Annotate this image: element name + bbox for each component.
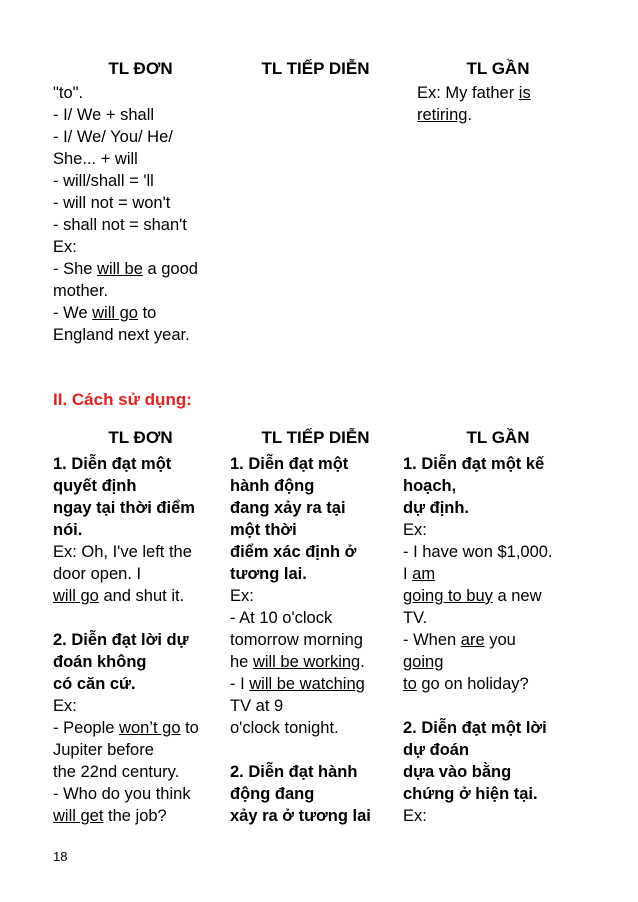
text-segment: - I: [230, 675, 250, 693]
text-segment: .: [360, 653, 365, 671]
text-segment: and shut it.: [98, 587, 185, 605]
underlined-text: going: [403, 653, 444, 671]
text-segment: đang xảy ra tại: [230, 499, 346, 517]
text-segment: động đang: [230, 785, 315, 803]
text-segment: Ex:: [53, 697, 77, 715]
text-segment: She... + will: [53, 150, 138, 168]
text-segment: xảy ra ở tương lai: [230, 807, 371, 825]
table2-future-continuous-line: [230, 695, 371, 717]
table2-simple-future-line: [53, 585, 199, 607]
table2-future-continuous-line: [230, 783, 371, 805]
underlined-text: are: [460, 631, 485, 649]
section-title: II. Cách sử dụng:: [53, 390, 192, 409]
table2-future-continuous-line: [230, 585, 371, 607]
text-segment: Ex: My father: [417, 84, 519, 102]
underlined-text: to: [403, 675, 417, 693]
table2-near-future-line: [403, 541, 553, 563]
text-segment: the job?: [103, 807, 167, 825]
text-segment: door open. I: [53, 565, 142, 583]
text-segment: a good: [142, 260, 198, 278]
text-segment: dựa vào bằng: [403, 763, 512, 781]
table2-near-future-line: [403, 519, 553, 541]
text-segment: 1. Diễn đạt một kế: [403, 455, 545, 473]
table1-header-near-future: TL GẦN: [466, 59, 530, 78]
table2-simple-future-line: [53, 541, 199, 563]
underlined-text: will go: [92, 304, 138, 322]
text-segment: - will/shall = 'll: [53, 172, 154, 190]
table2-simple-future-line: [53, 607, 199, 629]
text-segment: TV at 9: [230, 697, 284, 715]
table2-simple-future-line: [53, 783, 199, 805]
table2-near-future-line: [403, 717, 553, 739]
table2-future-continuous-line: [230, 541, 371, 563]
page-number: 18: [53, 849, 68, 864]
text-segment: tương lai.: [230, 565, 307, 583]
text-segment: "to".: [53, 84, 84, 102]
text-segment: hoạch,: [403, 477, 457, 495]
text-segment: the 22nd century.: [53, 763, 180, 781]
underlined-text: going to buy: [403, 587, 493, 605]
underlined-text: is: [518, 84, 531, 102]
table1-simple-future-line: [53, 324, 198, 346]
table2-simple-future-line: [53, 453, 199, 475]
text-segment: TV.: [403, 609, 428, 627]
text-segment: 1. Diễn đạt một: [230, 455, 349, 473]
text-segment: tomorrow morning: [230, 631, 363, 649]
text-segment: - I/ We/ You/ He/: [53, 128, 173, 146]
text-segment: 2. Diễn đạt một lời: [403, 719, 547, 737]
text-segment: go on holiday?: [416, 675, 529, 693]
table2-simple-future-line: [53, 475, 199, 497]
text-segment: đoán không: [53, 653, 147, 671]
table2-near-future-line: [403, 673, 553, 695]
table2-future-continuous-line: [230, 497, 371, 519]
table2-future-continuous-line: [230, 651, 371, 673]
text-segment: to: [137, 304, 157, 322]
text-segment: dự đoán: [403, 741, 470, 759]
underlined-text: retiring: [417, 106, 468, 124]
table2-future-continuous-line: [230, 629, 371, 651]
table2-header-future-continuous: TL TIẾP DIỄN: [261, 428, 370, 447]
text-segment: 2. Diễn đạt hành: [230, 763, 358, 781]
table2-header-simple-future: TL ĐƠN: [108, 428, 173, 447]
table2-future-continuous-line: [230, 563, 371, 585]
table1-near-future-line: [417, 104, 531, 126]
text-segment: - I/ We + shall: [53, 106, 155, 124]
table1-simple-future-line: [53, 214, 198, 236]
table2-simple-future-line: [53, 651, 199, 673]
text-segment: Ex:: [230, 587, 254, 605]
table2-simple-future-line: [53, 805, 199, 827]
text-segment: - Who do you think: [53, 785, 191, 803]
table1-simple-future-line: [53, 82, 198, 104]
table1-simple-future-line: [53, 126, 198, 148]
text-segment: - When: [403, 631, 461, 649]
table1-header-simple-future: TL ĐƠN: [108, 59, 173, 78]
text-segment: you: [484, 631, 516, 649]
text-segment: - I have won $1,000.: [403, 543, 553, 561]
table2-simple-future-line: [53, 695, 199, 717]
underlined-text: won’t go: [119, 719, 181, 737]
table2-simple-future-line: [53, 629, 199, 651]
text-segment: điểm xác định ở: [230, 543, 357, 561]
table2-future-continuous-line: [230, 761, 371, 783]
table1-simple-future-line: [53, 236, 198, 258]
table2-future-continuous-line: [230, 453, 371, 475]
underlined-text: will be working: [252, 653, 361, 671]
table2-near-future-line: [403, 475, 553, 497]
text-segment: một thời: [230, 521, 297, 539]
table1-header-future-continuous: TL TIẾP DIỄN: [261, 59, 370, 78]
text-segment: mother.: [53, 282, 109, 300]
table2-near-future-line: [403, 805, 553, 827]
text-segment: Jupiter before: [53, 741, 154, 759]
underlined-text: will be watching: [249, 675, 365, 693]
table2-near-future-line: [403, 651, 553, 673]
table1-simple-future-line: [53, 148, 198, 170]
table1-simple-future-line: [53, 258, 198, 280]
text-segment: Ex: Oh, I've left the: [53, 543, 192, 561]
table2-near-future-line: [403, 783, 553, 805]
text-segment: .: [467, 106, 473, 124]
table2-future-continuous-line: [230, 717, 371, 739]
underlined-text: will go: [53, 587, 99, 605]
underlined-text: am: [412, 565, 436, 583]
text-segment: o'clock tonight.: [230, 719, 339, 737]
text-segment: a new: [492, 587, 542, 605]
table2-future-continuous-line: [230, 673, 371, 695]
table1-col-simple-future: [53, 82, 198, 346]
table2-future-continuous-line: [230, 519, 371, 541]
text-segment: 2. Diễn đạt lời dự: [53, 631, 189, 649]
text-segment: Ex:: [53, 238, 77, 256]
table1-simple-future-line: [53, 280, 198, 302]
table1-near-future-line: [417, 82, 531, 104]
text-segment: - will not = won't: [53, 194, 171, 212]
table2-simple-future-line: [53, 673, 199, 695]
table2-near-future-line: [403, 497, 553, 519]
table2-header-near-future: TL GẦN: [466, 428, 530, 447]
table2-simple-future-line: [53, 717, 199, 739]
text-segment: I: [403, 565, 413, 583]
text-segment: - We: [53, 304, 93, 322]
table2-col-near-future: [403, 453, 553, 827]
text-segment: Ex:: [403, 807, 427, 825]
text-segment: hành động: [230, 477, 315, 495]
underlined-text: will be: [97, 260, 143, 278]
table1-simple-future-line: [53, 302, 198, 324]
table2-future-continuous-line: [230, 607, 371, 629]
text-segment: nói.: [53, 521, 83, 539]
text-segment: quyết định: [53, 477, 137, 495]
table1-simple-future-line: [53, 104, 198, 126]
table2-col-future-continuous: [230, 453, 371, 827]
text-segment: he: [230, 653, 253, 671]
text-segment: chứng ở hiện tại.: [403, 785, 538, 803]
table2-near-future-line: [403, 585, 553, 607]
table2-simple-future-line: [53, 519, 199, 541]
table2-near-future-line: [403, 739, 553, 761]
table2-near-future-line: [403, 695, 553, 717]
table2-future-continuous-line: [230, 739, 371, 761]
table1-col-near-future: [417, 82, 531, 126]
table2-simple-future-line: [53, 761, 199, 783]
table2-near-future-line: [403, 607, 553, 629]
text-segment: dự định.: [403, 499, 470, 517]
text-segment: ngay tại thời điểm: [53, 499, 195, 517]
table2-simple-future-line: [53, 739, 199, 761]
table2-near-future-line: [403, 563, 553, 585]
table2-near-future-line: [403, 453, 553, 475]
text-segment: - At 10 o'clock: [230, 609, 333, 627]
text-segment: England next year.: [53, 326, 190, 344]
table2-simple-future-line: [53, 497, 199, 519]
text-segment: - shall not = shan't: [53, 216, 187, 234]
table2-future-continuous-line: [230, 475, 371, 497]
text-segment: 1. Diễn đạt một: [53, 455, 172, 473]
table2-future-continuous-line: [230, 805, 371, 827]
table1-simple-future-line: [53, 170, 198, 192]
table2-col-simple-future: [53, 453, 199, 827]
underlined-text: will get: [53, 807, 104, 825]
text-segment: - People: [53, 719, 120, 737]
text-segment: có căn cứ.: [53, 675, 136, 693]
text-segment: Ex:: [403, 521, 427, 539]
text-segment: to: [180, 719, 199, 737]
text-segment: - She: [53, 260, 98, 278]
table1-simple-future-line: [53, 192, 198, 214]
table2-near-future-line: [403, 761, 553, 783]
table2-simple-future-line: [53, 563, 199, 585]
table2-near-future-line: [403, 629, 553, 651]
